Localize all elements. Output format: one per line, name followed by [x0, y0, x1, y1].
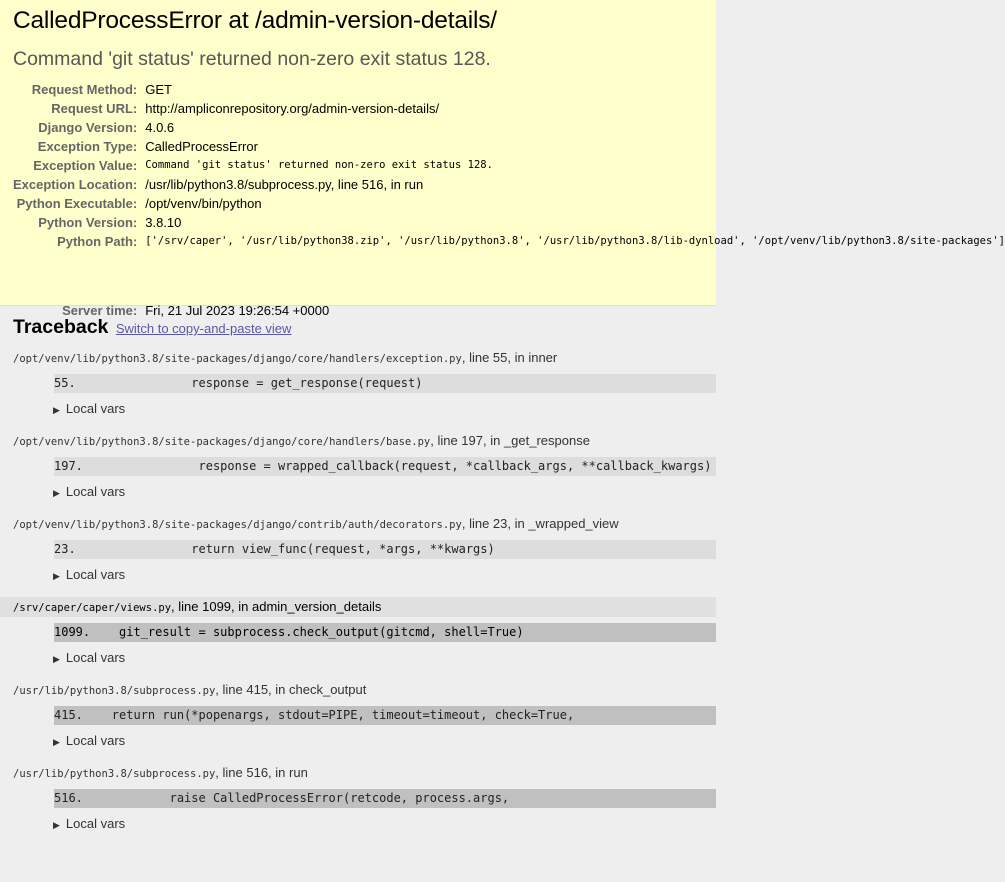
- meta-label: Exception Value:: [33, 158, 138, 173]
- meta-label: Python Version:: [38, 215, 138, 230]
- frame-code: return view_func(request, *args, **kwargs): [75, 542, 495, 556]
- frame-code-line[interactable]: [54, 789, 716, 808]
- meta-label: Server time:: [62, 303, 138, 318]
- frame-code: git_result = subprocess.check_output(gitcmd, shell=True): [90, 625, 524, 639]
- local-vars-label: Local vars: [65, 816, 126, 831]
- meta-row: [13, 213, 1005, 232]
- local-vars-toggle[interactable]: [53, 816, 125, 832]
- local-vars-label: Local vars: [65, 567, 126, 582]
- frame-location: [13, 431, 716, 451]
- local-vars-label: Local vars: [65, 401, 126, 416]
- traceback-frame: [0, 431, 716, 514]
- request-meta-table: [13, 80, 1005, 320]
- meta-value: 3.8.10: [145, 215, 182, 230]
- frame-file-path: /opt/venv/lib/python3.8/site-packages/django/core/handlers/base.py: [13, 436, 431, 448]
- frame-code: response = wrapped_callback(request, *callback_args, **callback_kwargs): [82, 459, 712, 473]
- expand-triangle-icon: ▶: [53, 571, 60, 581]
- frame-location: [13, 763, 716, 783]
- frame-code: raise CalledProcessError(retcode, process.args,: [82, 791, 510, 805]
- frame-meta: , line 197, in _get_response: [430, 433, 590, 448]
- frame-code-line[interactable]: [54, 706, 716, 725]
- meta-row: [13, 194, 1005, 213]
- meta-row: [13, 175, 1005, 194]
- frame-meta: , line 415, in check_output: [215, 682, 367, 697]
- meta-value: Command 'git status' returned non-zero exit status 128.: [145, 159, 493, 171]
- meta-value: http://ampliconrepository.org/admin-version-details/: [145, 101, 440, 116]
- meta-label: Python Executable:: [16, 196, 138, 211]
- frame-line-number: 197.: [54, 459, 83, 473]
- frame-code-line[interactable]: [54, 374, 716, 393]
- expand-triangle-icon: ▶: [53, 488, 60, 498]
- frame-location: [13, 680, 716, 700]
- traceback-frame-user: [0, 597, 716, 680]
- local-vars-label: Local vars: [65, 733, 126, 748]
- traceback-title: Traceback: [13, 316, 109, 338]
- meta-value: /usr/lib/python3.8/subprocess.py, line 516, in run: [145, 177, 424, 192]
- frame-line-number: 1099.: [54, 625, 91, 639]
- error-subtitle: Command 'git status' returned non-zero exit status 128.: [13, 48, 491, 70]
- meta-row: [13, 137, 1005, 156]
- meta-row: [13, 99, 1005, 118]
- meta-label: Python Path:: [57, 234, 138, 249]
- traceback-heading: [13, 314, 716, 342]
- frame-location: [13, 348, 716, 368]
- copy-paste-view-link[interactable]: Switch to copy-and-paste view: [115, 321, 292, 336]
- frame-line-number: 516.: [54, 791, 83, 805]
- traceback-section: [0, 306, 716, 846]
- meta-value: 4.0.6: [145, 120, 175, 135]
- expand-triangle-icon: ▶: [53, 820, 60, 830]
- meta-row: [13, 156, 1005, 175]
- error-title: CalledProcessError at /admin-version-details/: [13, 7, 497, 34]
- frame-line-number: 415.: [54, 708, 83, 722]
- frame-file-path: /usr/lib/python3.8/subprocess.py: [13, 685, 216, 697]
- frame-code-line[interactable]: [54, 540, 716, 559]
- local-vars-toggle[interactable]: [53, 484, 125, 500]
- frame-meta: , line 1099, in admin_version_details: [171, 599, 382, 614]
- local-vars-toggle[interactable]: [53, 650, 125, 666]
- frame-code-line[interactable]: [54, 457, 716, 476]
- frame-file-path: /srv/caper/caper/views.py: [13, 602, 172, 614]
- frame-meta: , line 23, in _wrapped_view: [461, 516, 619, 531]
- meta-value: ['/srv/caper', '/usr/lib/python38.zip', '/usr/lib/python3.8', '/usr/lib/python3.8/lib-dynload', '/opt/venv/lib/python3.8/site-packages']: [145, 235, 1005, 247]
- frame-code: return run(*popenargs, stdout=PIPE, timeout=timeout, check=True,: [82, 708, 575, 722]
- frame-code-line[interactable]: [54, 623, 716, 642]
- meta-value: /opt/venv/bin/python: [145, 196, 262, 211]
- traceback-frame: [0, 514, 716, 597]
- meta-value: Fri, 21 Jul 2023 19:26:54 +0000: [145, 303, 330, 318]
- expand-triangle-icon: ▶: [53, 654, 60, 664]
- frame-meta: , line 55, in inner: [461, 350, 558, 365]
- traceback-frames: [13, 348, 716, 846]
- meta-value: GET: [145, 82, 172, 97]
- meta-label: Request URL:: [51, 101, 138, 116]
- frame-line-number: 55.: [54, 376, 76, 390]
- frame-line-number: 23.: [54, 542, 76, 556]
- frame-location: [0, 597, 716, 617]
- meta-label: Exception Type:: [37, 139, 138, 154]
- local-vars-label: Local vars: [65, 650, 126, 665]
- meta-label: Django Version:: [38, 120, 138, 135]
- local-vars-toggle[interactable]: [53, 733, 125, 749]
- traceback-frame: [0, 680, 716, 763]
- meta-row: [13, 118, 1005, 137]
- meta-value: CalledProcessError: [145, 139, 258, 154]
- error-summary: [0, 0, 1005, 318]
- local-vars-label: Local vars: [65, 484, 126, 499]
- frame-code: response = get_response(request): [75, 376, 423, 390]
- frame-file-path: /usr/lib/python3.8/subprocess.py: [13, 768, 216, 780]
- meta-row: [13, 232, 1005, 301]
- meta-row: [13, 80, 1005, 99]
- expand-triangle-icon: ▶: [53, 737, 60, 747]
- meta-label: Exception Location:: [13, 177, 138, 192]
- frame-location: [13, 514, 716, 534]
- frame-meta: , line 516, in run: [215, 765, 308, 780]
- traceback-frame: [0, 348, 716, 431]
- traceback-frame: [0, 763, 716, 846]
- meta-label: Request Method:: [31, 82, 138, 97]
- expand-triangle-icon: ▶: [53, 405, 60, 415]
- frame-file-path: /opt/venv/lib/python3.8/site-packages/django/core/handlers/exception.py: [13, 353, 462, 365]
- local-vars-toggle[interactable]: [53, 401, 125, 417]
- local-vars-toggle[interactable]: [53, 567, 125, 583]
- frame-file-path: /opt/venv/lib/python3.8/site-packages/django/contrib/auth/decorators.py: [13, 519, 462, 531]
